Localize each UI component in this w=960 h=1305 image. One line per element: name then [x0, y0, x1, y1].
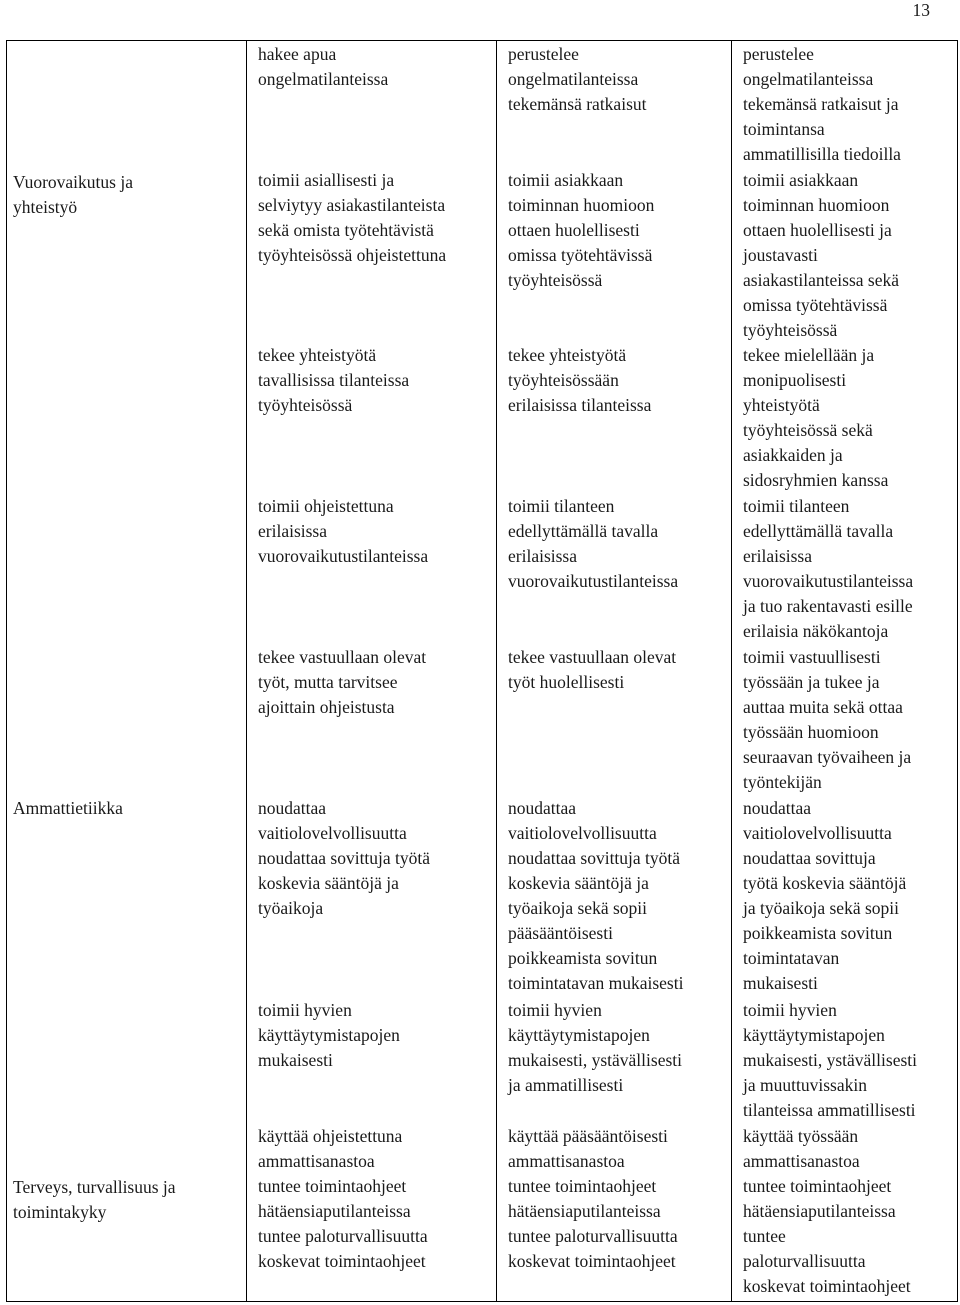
col2-criterion: tekee yhteistyötä tavallisissa tilanteissa työyhteisössä: [258, 345, 410, 415]
col2-criterion: toimii hyvien käyttäytymistapojen mukaisesti: [258, 1000, 400, 1070]
col2-criterion: hakee apua ongelmatilanteissa: [258, 44, 389, 89]
assessment-table: [6, 40, 958, 1302]
col3-criterion: perustelee ongelmatilanteissa tekemänsä ratkaisut: [508, 44, 647, 114]
page-number: 13: [912, 0, 930, 20]
col3-criterion: toimii tilanteen edellyttämällä tavalla erilaisissa vuorovaikutustilanteissa: [508, 496, 679, 591]
col4-criterion: toimii tilanteen edellyttämällä tavalla erilaisissa vuorovaikutustilanteissa ja tuo rakentavasti esille erilaisia näkökantoja: [743, 496, 914, 641]
col3-criterion: käyttää pääsääntöisesti ammattisanastoa tuntee toimintaohjeet hätäensiaputilanteissa tuntee paloturvallisuutta koskevat toimintaohjeet: [508, 1126, 678, 1271]
category-vuorovaikutus: Vuorovaikutus ja yhteistyö: [13, 172, 133, 217]
col2-criterion: toimii asiallisesti ja selviytyy asiakastilanteista sekä omista työtehtävistä työyhteisössä ohjeistettuna: [258, 170, 447, 265]
table-rule: [731, 40, 732, 1302]
category-ammattietiikka: Ammattietiikka: [13, 798, 123, 818]
table-rule: [957, 40, 958, 1302]
table-rule: [6, 1301, 958, 1302]
table-rule: [246, 40, 247, 1302]
table-rule: [496, 40, 497, 1302]
col4-criterion: toimii asiakkaan toiminnan huomioon ottaen huolellisesti ja joustavasti asiakastilanteissa sekä omissa työtehtävissä työyhteisössä: [743, 170, 899, 340]
col3-criterion: noudattaa vaitiolovelvollisuutta noudattaa sovittuja työtä koskevia sääntöjä ja työaikoja sekä sopii pääsääntöisesti poikkeamista sovitun toimintatavan mukaisesti: [508, 798, 684, 993]
table-rule: [6, 40, 7, 1302]
col3-criterion: tekee vastuullaan olevat työt huolellisesti: [508, 647, 677, 692]
col2-criterion: käyttää ohjeistettuna ammattisanastoa tuntee toimintaohjeet hätäensiaputilanteissa tuntee paloturvallisuutta koskevat toimintaohjeet: [258, 1126, 428, 1271]
category-terveys: Terveys, turvallisuus ja toimintakyky: [13, 1177, 176, 1222]
table-rule: [6, 40, 958, 41]
col4-criterion: noudattaa vaitiolovelvollisuutta noudattaa sovittuja työtä koskevia sääntöjä ja työaikoja sekä sopii poikkeamista sovitun toimintatavan mukaisesti: [743, 798, 907, 993]
col4-criterion: käyttää työssään ammattisanastoa tuntee toimintaohjeet hätäensiaputilanteissa tuntee paloturvallisuutta koskevat toimintaohjeet: [743, 1126, 911, 1296]
col4-criterion: tekee mielellään ja monipuolisesti yhteistyötä työyhteisössä sekä asiakkaiden ja sidosryhmien kanssa: [743, 345, 889, 490]
col4-criterion: perustelee ongelmatilanteissa tekemänsä ratkaisut ja toimintansa ammatillisilla tiedoilla: [743, 44, 901, 164]
col2-criterion: toimii ohjeistettuna erilaisissa vuorovaikutustilanteissa: [258, 496, 429, 566]
col3-criterion: tekee yhteistyötä työyhteisössään erilaisissa tilanteissa: [508, 345, 652, 415]
col2-criterion: noudattaa vaitiolovelvollisuutta noudattaa sovittuja työtä koskevia sääntöjä ja työaikoja: [258, 798, 431, 918]
col4-criterion: toimii hyvien käyttäytymistapojen mukaisesti, ystävällisesti ja muuttuvissakin tilanteissa ammatillisesti: [743, 1000, 918, 1120]
col2-criterion: tekee vastuullaan olevat työt, mutta tarvitsee ajoittain ohjeistusta: [258, 647, 427, 717]
col4-criterion: toimii vastuullisesti työssään ja tukee ja auttaa muita sekä ottaa työssään huomioon seuraavan työvaiheen ja työntekijän: [743, 647, 912, 792]
col3-criterion: toimii hyvien käyttäytymistapojen mukaisesti, ystävällisesti ja ammatillisesti: [508, 1000, 683, 1095]
col3-criterion: toimii asiakkaan toiminnan huomioon ottaen huolellisesti omissa työtehtävissä työyhteisössä: [508, 170, 655, 290]
